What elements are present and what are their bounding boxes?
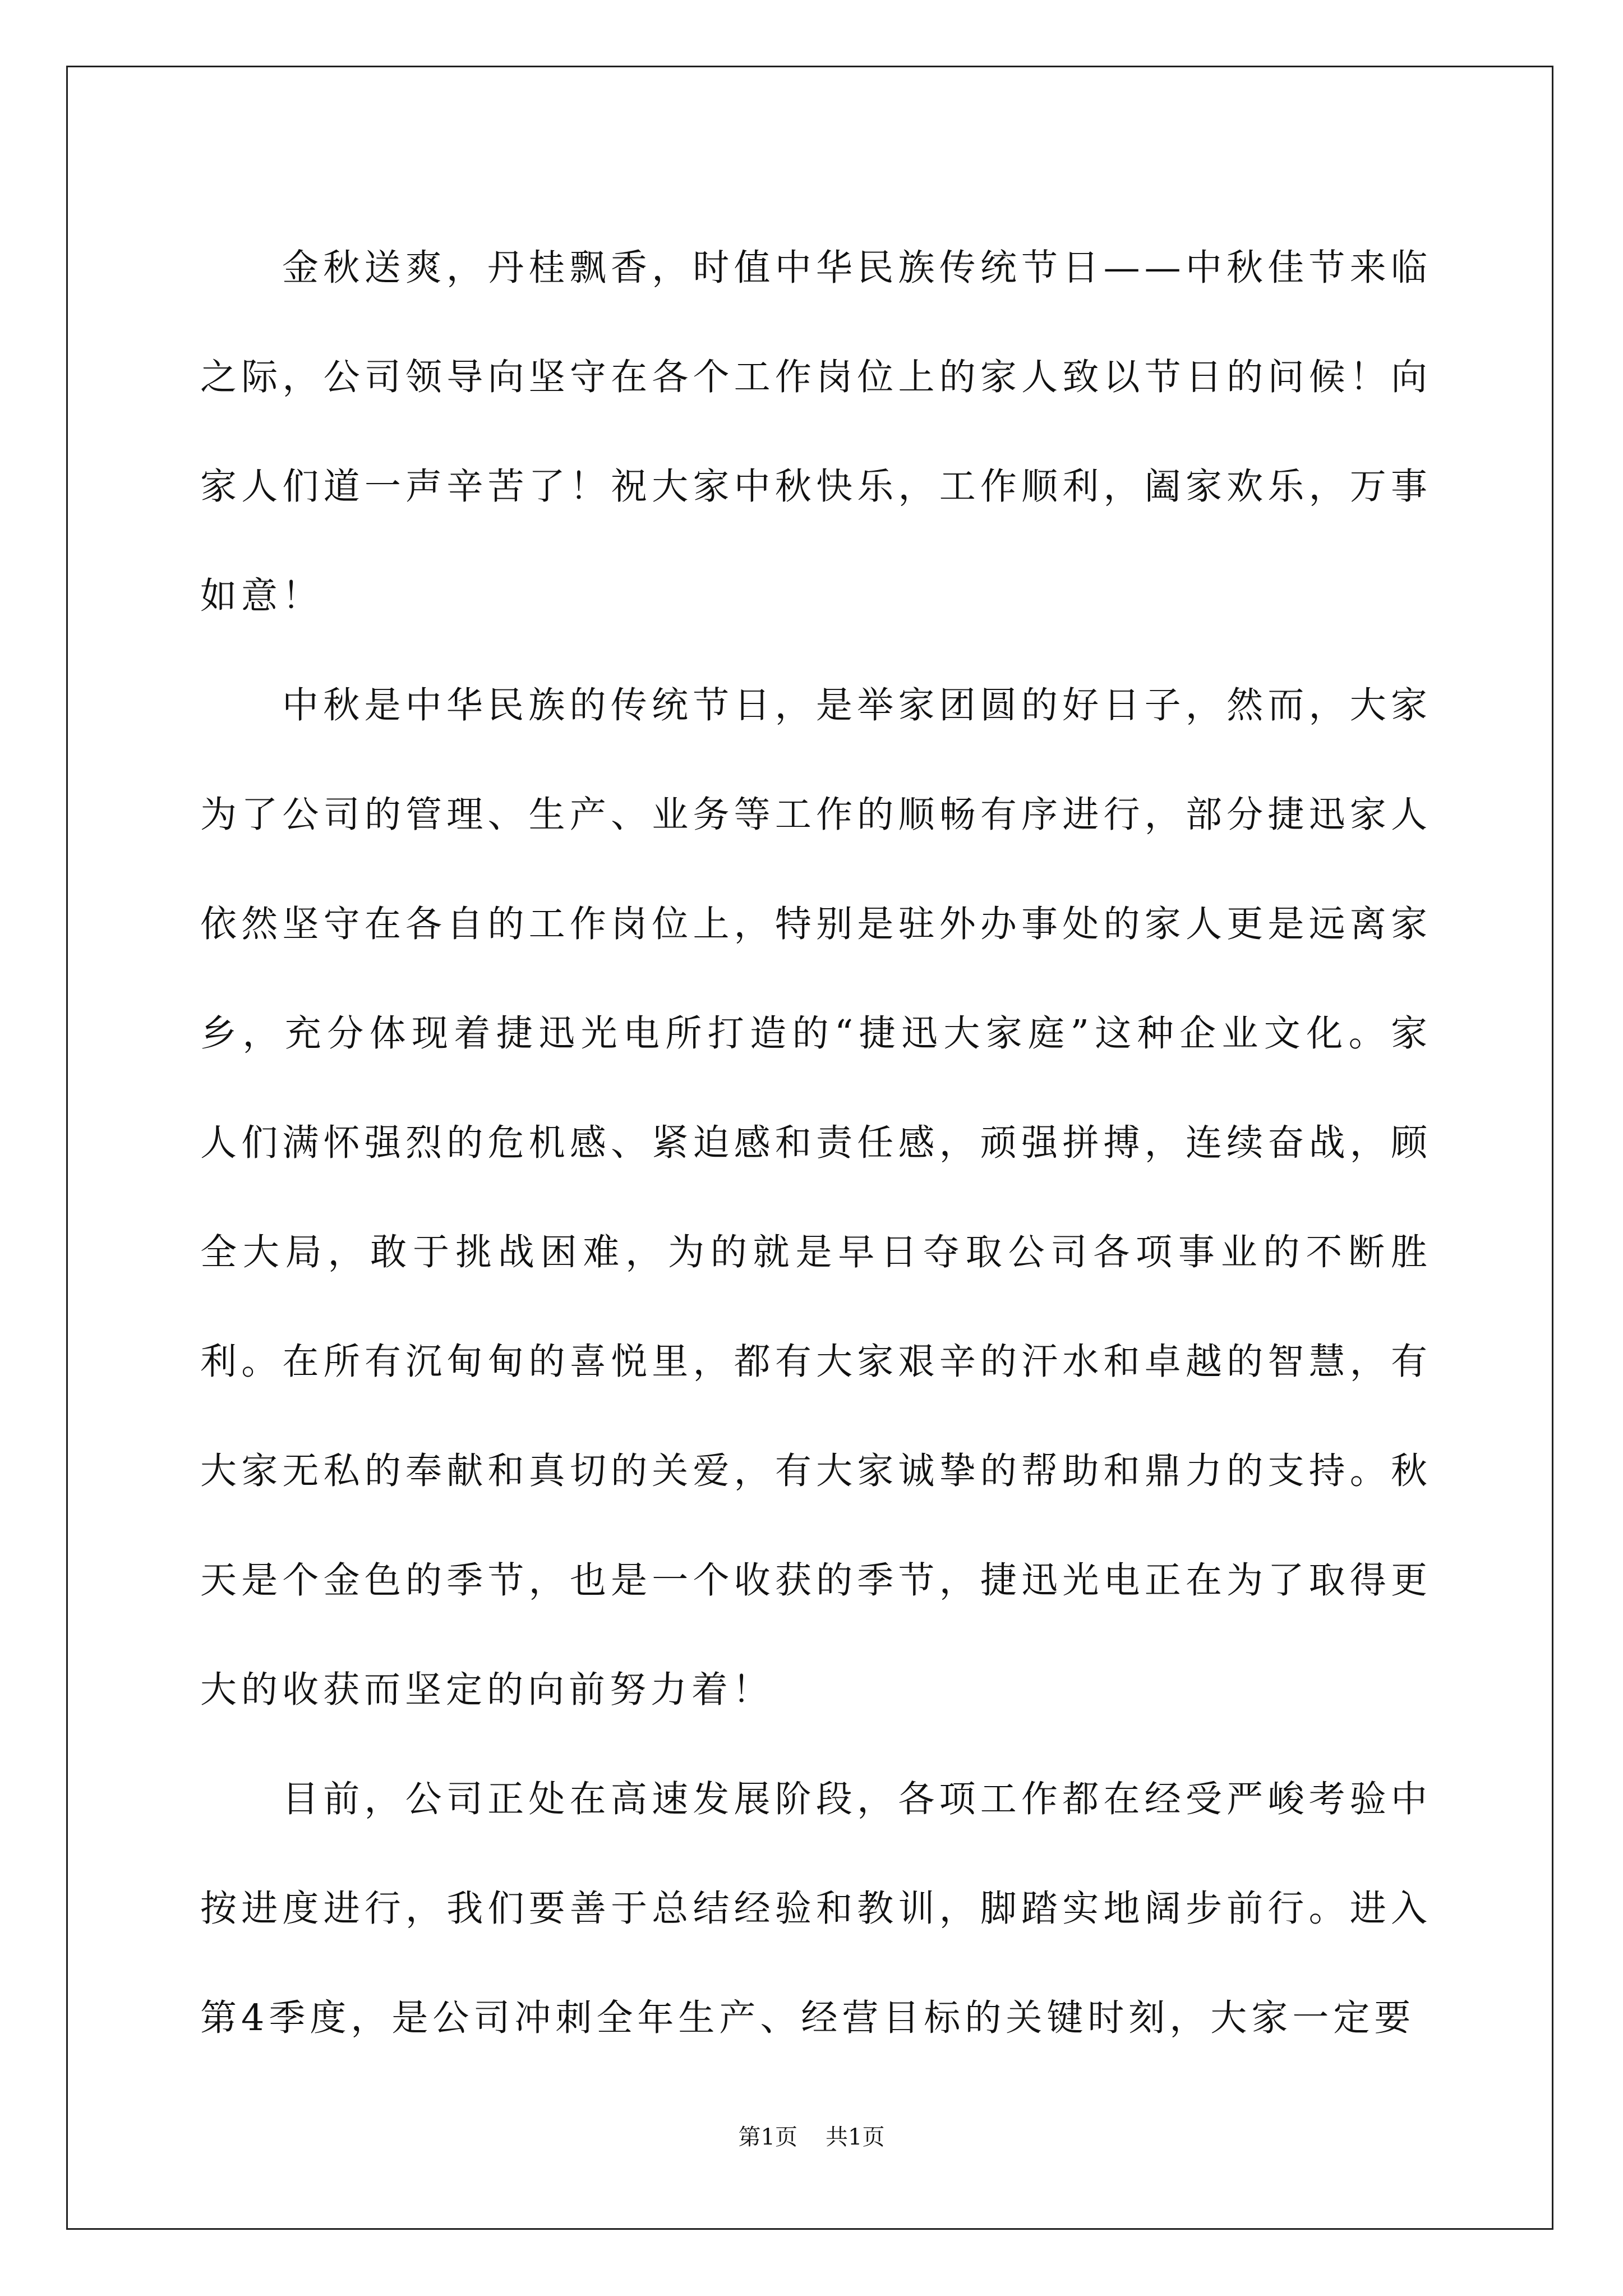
paragraph-1: 金秋送爽，丹桂飘香，时值中华民族传统节日——中秋佳节来临之际，公司领导向坚守在各个工作岗位上的家人致以节日的问候！向家人们道一声辛苦了！祝大家中秋快乐，工作顺利，阖家欢乐，万事如意！ bbox=[200, 247, 1432, 617]
page-total: 共1页 bbox=[826, 2124, 885, 2150]
page-number: 第1页 bbox=[738, 2124, 797, 2150]
paragraph-2: 中秋是中华民族的传统节日，是举家团圆的好日子，然而，大家为了公司的管理、生产、业务等工作的顺畅有序进行，部分捷迅家人依然坚守在各自的工作岗位上，特别是驻外办事处的家人更是远离家乡，充分体现着捷迅光电所打造的“捷迅大家庭”这种企业文化。家人们满怀强烈的危机感、紧迫感和责任感，顽强拼搏，连续奋战，顾全大局，敢于挑战困难，为的就是早日夺取公司各项事业的不断胜利。在所有沉甸甸的喜悦里，都有大家艰辛的汗水和卓越的智慧，有大家无私的奉献和真切的关爱，有大家诚挚的帮助和鼎力的支持。秋天是个金色的季节，也是一个收获的季节，捷迅光电正在为了取得更大的收获而坚定的向前努力着！ bbox=[200, 684, 1432, 1711]
page-footer bbox=[0, 2119, 1623, 2151]
paragraph-3: 目前，公司正处在高速发展阶段，各项工作都在经受严峻考验中按进度进行，我们要善于总结经验和教训，脚踏实地阔步前行。进入第4季度，是公司冲刺全年生产、经营目标的关键时刻，大家一定要 bbox=[200, 1778, 1432, 2039]
document-body bbox=[200, 213, 1432, 2073]
